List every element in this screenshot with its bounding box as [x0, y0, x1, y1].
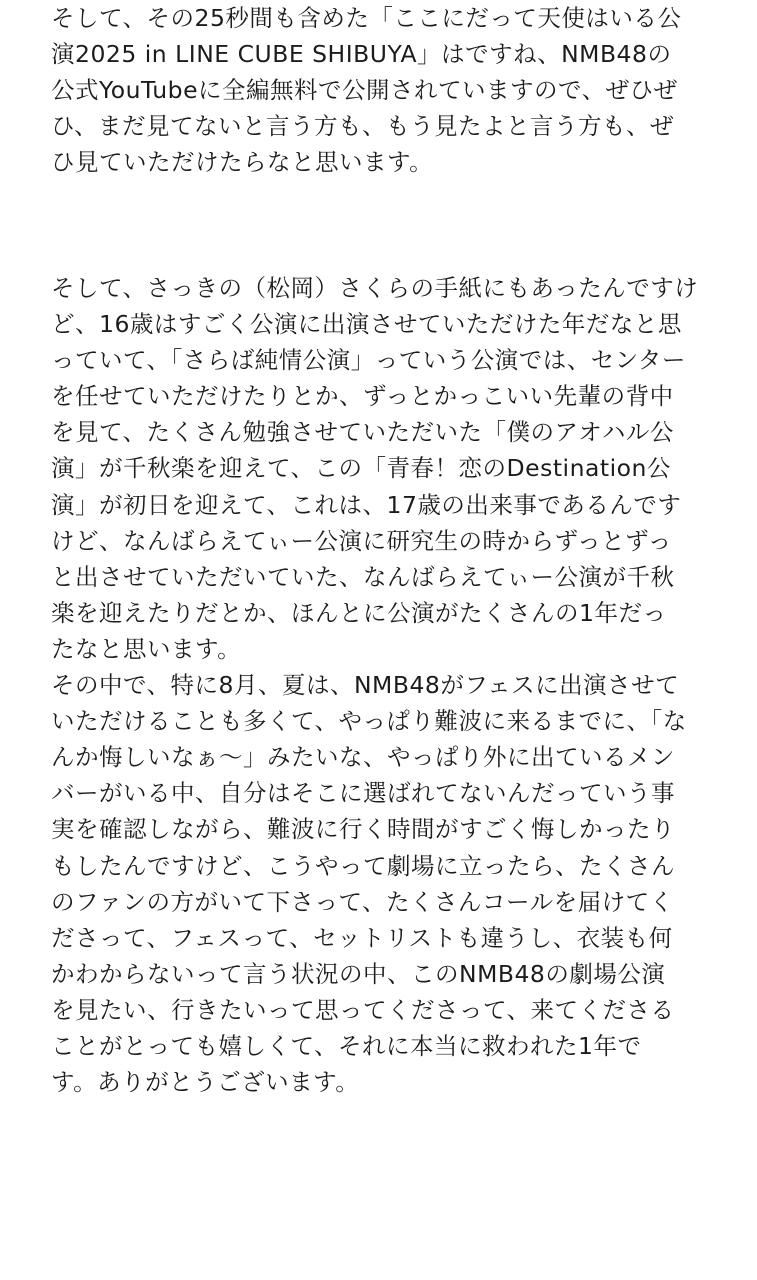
- text-line: ひ見ていただけたらなと思います。: [51, 148, 434, 177]
- text-line: その中で、特に8月、夏は、NMB48がフェスに出演させて: [51, 671, 680, 700]
- text-line: 演」が千秋楽を迎えて、この「青春！恋のDestination公: [51, 454, 671, 483]
- text-line: たなと思います。: [51, 634, 242, 663]
- text-line: ださって、フェスって、セットリストも違うし、衣装も何: [51, 923, 673, 952]
- paragraph-1: [51, 0, 711, 180]
- text-line: す。ありがとうございます。: [51, 1068, 360, 1097]
- text-line: 実を確認しながら、難波に行く時間がすごく悔しかったり: [51, 815, 675, 844]
- text-line: と出させていただいていた、なんばらえてぃー公演が千秋: [51, 562, 675, 591]
- text-line: を見て、たくさん勉強させていただいた「僕のアオハル公: [51, 418, 674, 447]
- text-line: のファンの方がいて下さって、たくさんコールを届けてく: [51, 887, 674, 916]
- text-line: 演2025 in LINE CUBE SHIBUYA」はですね、NMB48の: [51, 40, 672, 69]
- text-line: そして、その25秒間も含めた「ここにだって天使はいる公: [51, 4, 682, 32]
- text-line: かわからないって言う状況の中、このNMB48の劇場公演: [51, 959, 666, 988]
- text-line: んか悔しいなぁ〜」みたいな、やっぱり外に出ているメン: [51, 743, 675, 772]
- text-line: いただけることも多くて、やっぱり難波に来るまでに、「な: [51, 707, 687, 736]
- text-line: ひ、まだ見てないと言う方も、もう見たよと言う方も、ぜ: [51, 112, 675, 141]
- text-line: 演」が初日を迎えて、これは、17歳の出来事であるんです: [51, 490, 682, 519]
- text-line: 公式YouTubeに全編無料で公開されていますので、ぜひぜ: [51, 76, 678, 105]
- text-line: バーがいる中、自分はそこに選ばれてないんだっていう事: [51, 779, 675, 808]
- text-line: ことがとっても嬉しくて、それに本当に救われた1年で: [51, 1031, 642, 1060]
- text-line: を任せていただけたりとか、ずっとかっこいい先輩の背中: [51, 382, 674, 411]
- text-line: っていて、「さらば純情公演」っていう公演では、センター: [51, 346, 686, 375]
- text-line: もしたんですけど、こうやって劇場に立ったら、たくさん: [51, 851, 675, 880]
- text-line: を見たい、行きたいって思ってくださって、来てくださる: [51, 995, 675, 1024]
- paragraph-2: [51, 270, 711, 1100]
- text-line: ど、16歳はすごく公演に出演させていただけた年だなと思: [51, 310, 682, 339]
- text-line: 楽を迎えたりだとか、ほんとに公演がたくさんの1年だっ: [51, 598, 667, 627]
- text-line: けど、なんばらえてぃー公演に研究生の時からずっとずっ: [51, 526, 672, 555]
- text-line: そして、さっきの（松岡）さくらの手紙にもあったんですけ: [51, 274, 699, 302]
